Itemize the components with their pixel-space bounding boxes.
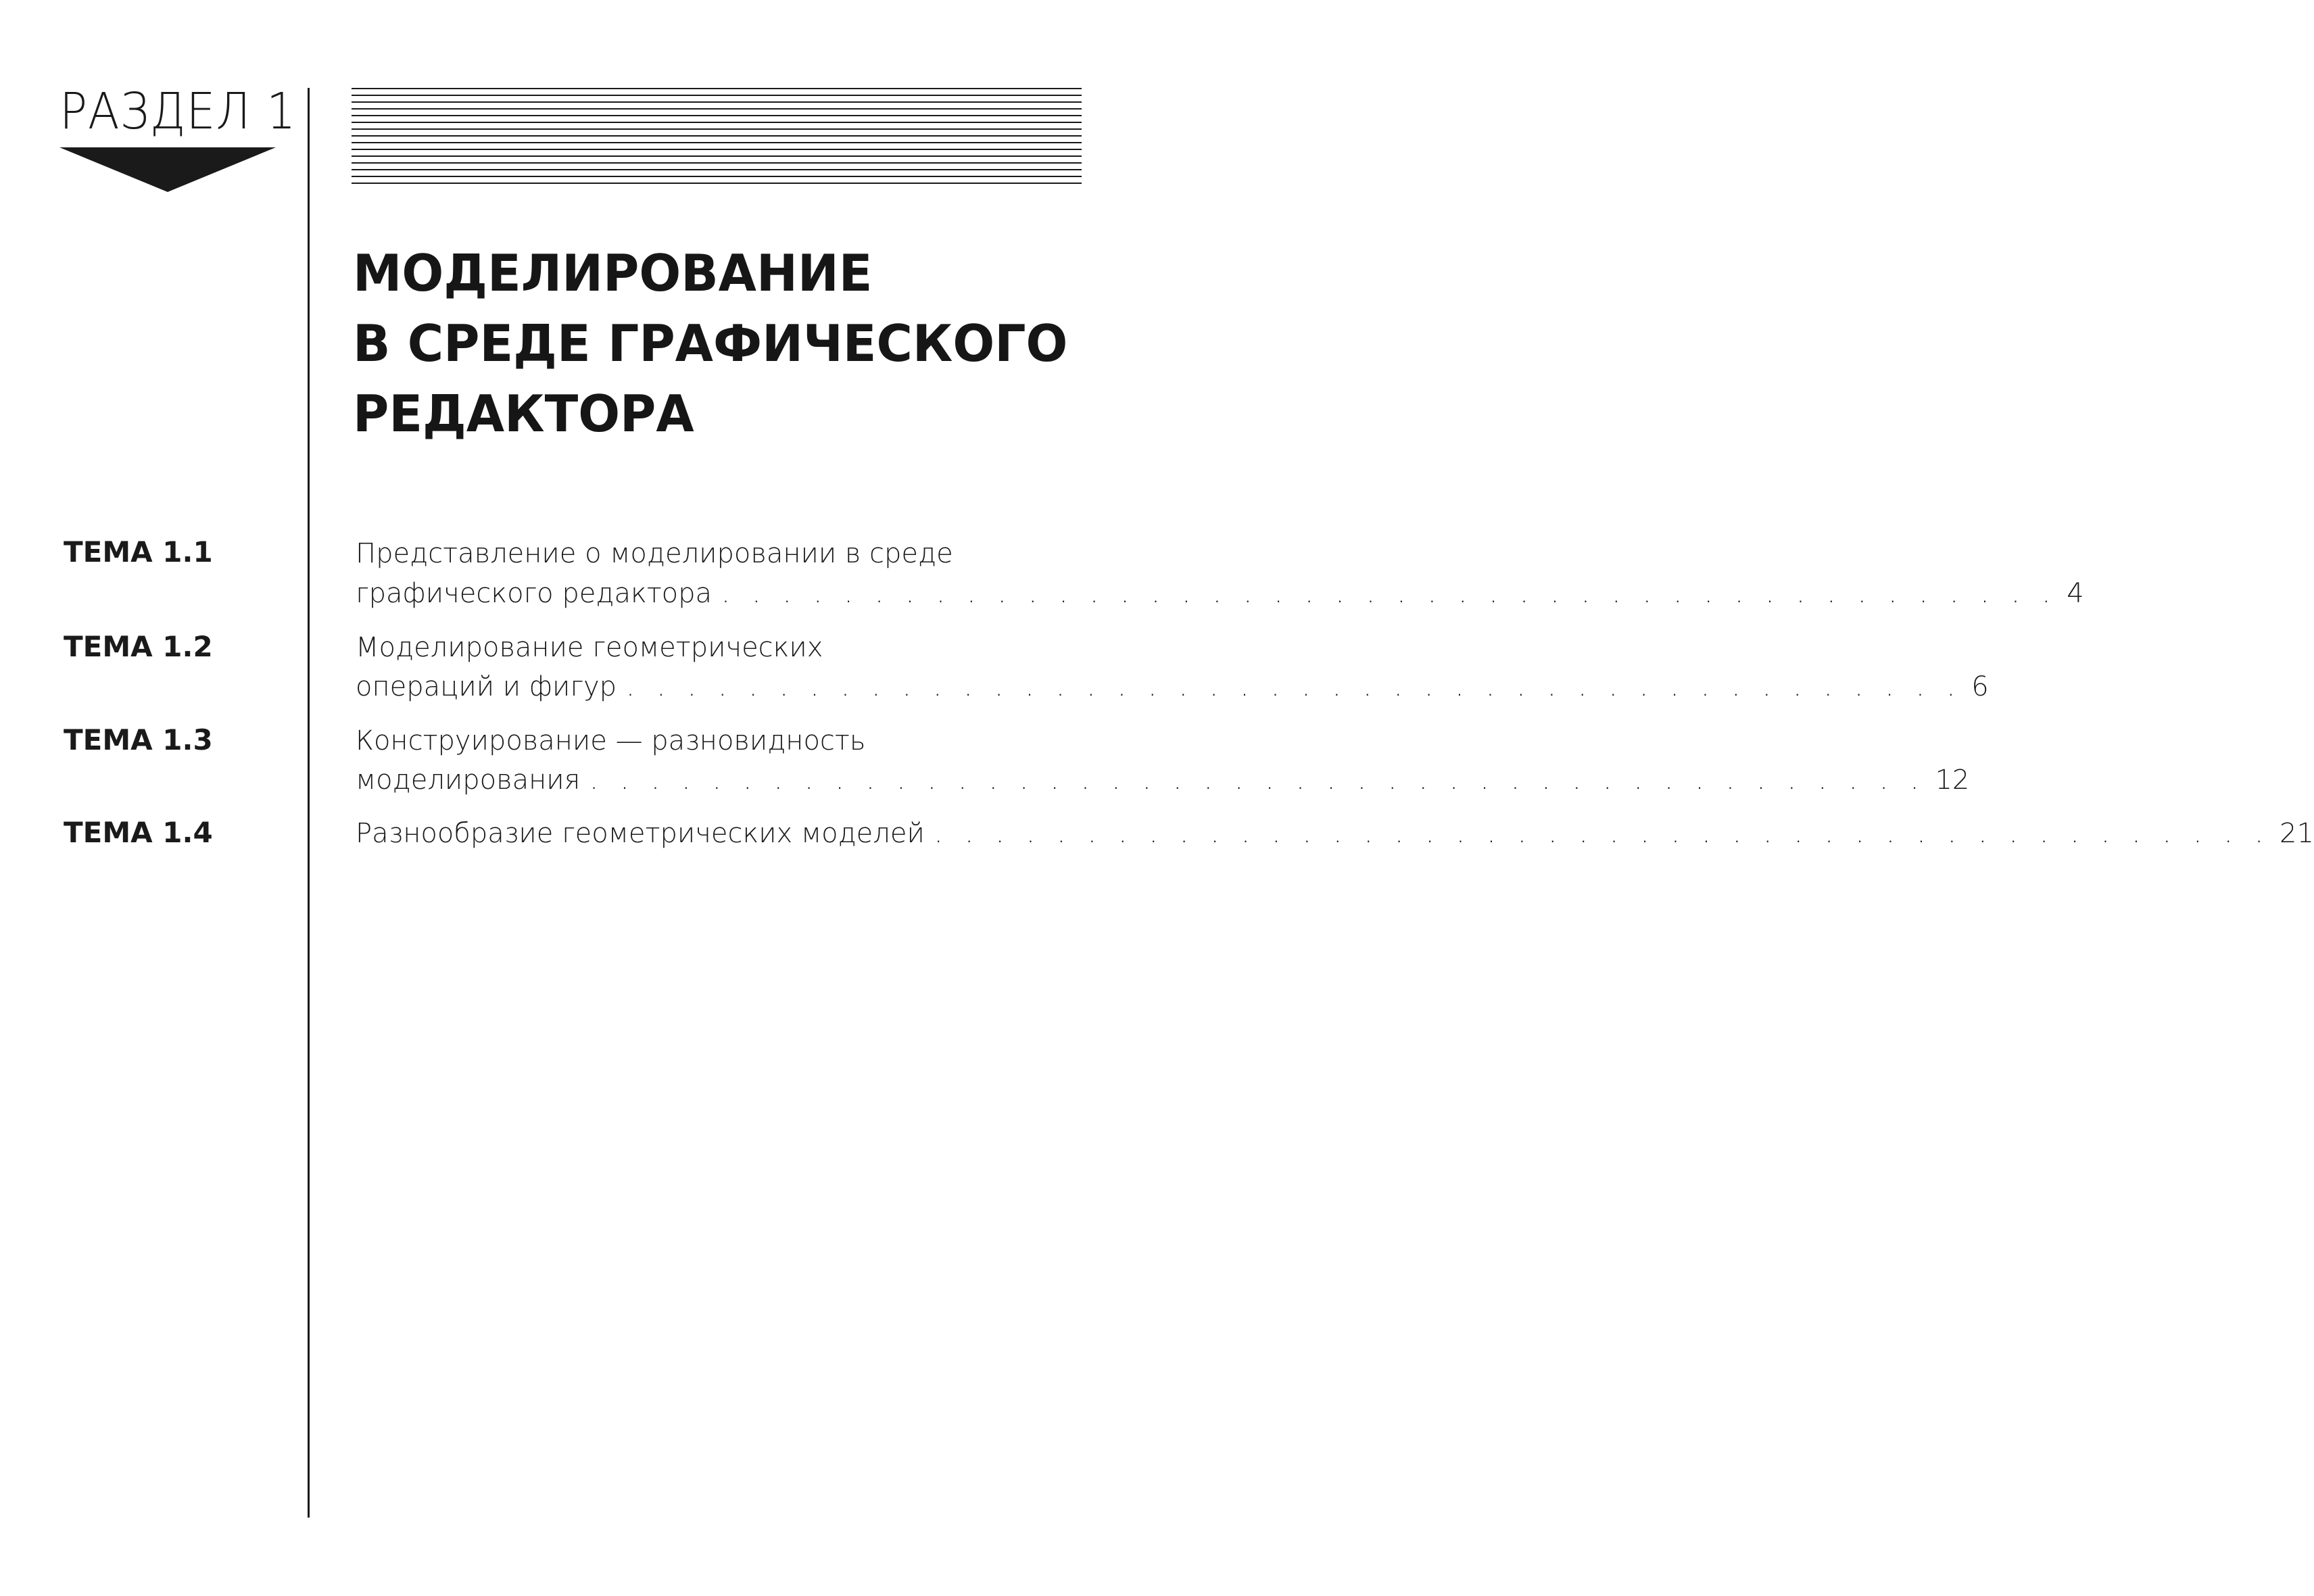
toc-entry-1-3-line-1 xyxy=(356,723,1080,758)
topic-label-1-1: ТЕМА 1.1 xyxy=(64,535,213,569)
dot-leader: . . . . . . . . . . . . . . . . . . . . . . . . . . . . . . . . . . . . . . . . . . . . xyxy=(934,818,2271,849)
dot-leader: . . . . . . . . . . . . . . . . . . . . . . . . . . . . . . . . . . . . . . . . . . . . xyxy=(626,671,1962,702)
toc-entry-text: моделирования xyxy=(356,765,581,796)
title-line: МОДЕЛИРОВАНИЕ xyxy=(353,243,873,303)
title-line: В СРЕДЕ ГРАФИЧЕСКОГО xyxy=(353,314,1068,373)
toc-entry-1-3-line-2[interactable] xyxy=(356,763,1970,798)
toc-page-number: 4 xyxy=(2067,578,2084,609)
topic-label-1-3: ТЕМА 1.3 xyxy=(64,723,213,756)
toc-page-number: 6 xyxy=(1971,671,1989,702)
toc-entry-1-2-line-2[interactable] xyxy=(356,669,1989,704)
toc-page-number: 21 xyxy=(2280,818,2314,849)
toc-entry-1-1-line-1 xyxy=(356,536,1080,571)
title-line: РЕДАКТОРА xyxy=(353,384,694,443)
section-label: РАЗДЕЛ 1 xyxy=(59,82,297,141)
toc-entry-text: Конструирование — разновидность xyxy=(356,725,866,756)
dot-leader: . . . . . . . . . . . . . . . . . . . . . . . . . . . . . . . . . . . . . . . . . . . . xyxy=(721,578,2058,609)
toc-page-number: 12 xyxy=(1935,765,1970,796)
section-title xyxy=(353,238,1067,449)
toc-entry-text: Разнообразие геометрических моделей xyxy=(356,818,925,849)
toc-entry-text: операций и фигур xyxy=(356,671,617,702)
toc-entry-1-2-line-1 xyxy=(356,630,1080,665)
topic-label-1-2: ТЕМА 1.2 xyxy=(64,630,213,663)
toc-entry-text: графического редактора xyxy=(356,578,713,609)
toc-entry-1-1-line-2[interactable] xyxy=(356,576,2084,611)
toc-entry-text: Моделирование геометрических xyxy=(356,632,823,663)
vertical-divider xyxy=(308,88,310,1518)
topic-label-1-4: ТЕМА 1.4 xyxy=(64,816,213,849)
dot-leader: . . . . . . . . . . . . . . . . . . . . . . . . . . . . . . . . . . . . . . . . . . . . xyxy=(589,765,1926,796)
toc-entry-text: Представление о моделировании в среде xyxy=(356,538,953,569)
toc-entry-1-4-line-1[interactable] xyxy=(356,816,2314,851)
section-arrow-icon xyxy=(59,147,276,193)
hatched-decoration xyxy=(352,87,1082,186)
